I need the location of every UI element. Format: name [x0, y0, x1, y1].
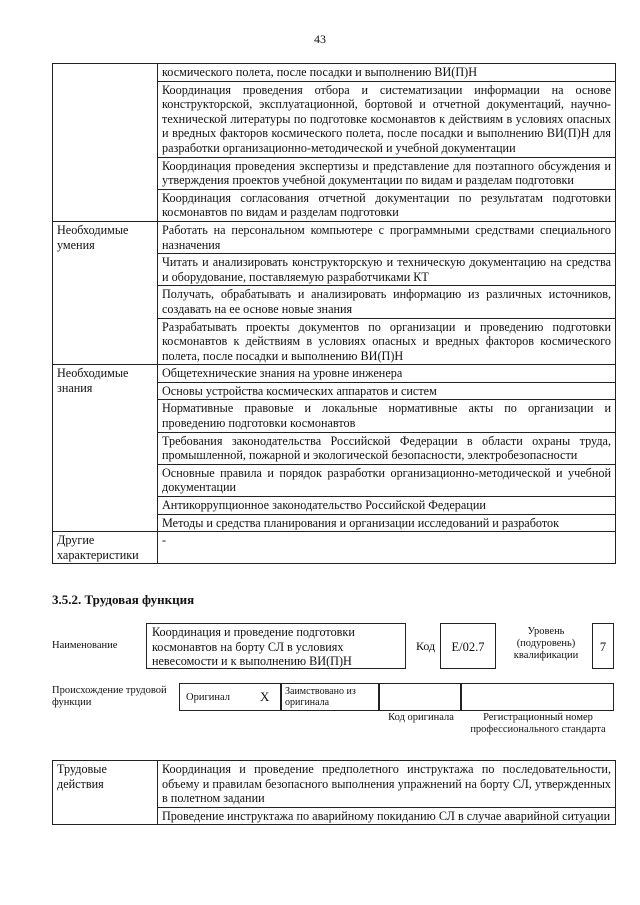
requirements-table	[52, 63, 616, 564]
original-label: Оригинал	[186, 692, 230, 703]
borrowed-label: Заимствовано из оригинала	[285, 686, 356, 708]
reg-number-box	[461, 683, 614, 711]
function-name: Координация и проведение подготовки космонавтов на борту СЛ в условиях невесомости и к выполнению ВИ(П)Н	[152, 625, 355, 669]
code-value: E/02.7	[451, 640, 485, 654]
code-label: Код	[416, 639, 436, 653]
labor-actions-table	[52, 760, 616, 825]
name-label: Наименование	[52, 640, 118, 651]
row-item: Требования законодательства Российской Федерации в области охраны труда, промышленной, пожарной и экологической безопасности, электробезопасности	[158, 432, 616, 464]
row-label: Другие характеристики	[53, 532, 158, 564]
row-item: Общетехнические знания на уровне инженера	[158, 365, 616, 383]
row-item: Координация и проведение предполетного инструктажа по последовательности, объему и правилам безопасного выполнения упражнений на борту СЛ, утвержденных в полетном задании	[158, 761, 616, 808]
original-box	[179, 683, 281, 711]
table-row	[53, 64, 616, 82]
row-item: Читать и анализировать конструкторскую и техническую документацию на средства и оборудование, поставляемую разработчиками КТ	[158, 254, 616, 286]
reg-number-label: Регистрационный номер профессионального стандарта	[470, 712, 606, 735]
borrowed-box	[281, 683, 379, 711]
code-original-label: Код оригинала	[388, 712, 454, 723]
row-item: Получать, обрабатывать и анализировать информацию из различных источников, создавать на ее основе новые знания	[158, 286, 616, 318]
row-item: Методы и средства планирования и организации исследований и разработок	[158, 514, 616, 532]
row-item: Координация проведения отбора и систематизации информации на основе конструкторской, эксплуатационной, бортовой и отчетной документаций, научно-технической литературы по подготовке космонавтов к действиям в условиях опасных и вредных факторов космического полета, после посадки и выполнению ВИ(П)Н для разработки организационно-методической и учебной документации	[158, 81, 616, 157]
row-label	[53, 64, 158, 222]
code-original-box	[379, 683, 461, 711]
original-mark: X	[260, 689, 270, 704]
row-label: Необходимые умения	[53, 221, 158, 364]
table-row	[53, 365, 616, 383]
row-item: Координация проведения экспертизы и представление для поэтапного обсуждения и утверждения проектов учебной документации по видам и разделам подготовки	[158, 157, 616, 189]
table-row	[53, 221, 616, 253]
row-label: Трудовые действия	[53, 761, 158, 825]
row-item: -	[158, 532, 616, 564]
level-box	[592, 623, 614, 669]
row-item: Нормативные правовые и локальные нормативные акты по организации и проведению подготовки космонавтов	[158, 400, 616, 432]
row-item: Работать на персональном компьютере с программными средствами специального назначения	[158, 221, 616, 253]
code-box	[440, 623, 496, 669]
table-row	[53, 532, 616, 564]
level-value: 7	[599, 640, 607, 654]
row-item: Координация согласования отчетной документации по результатам подготовки космонавтов по видам и разделам подготовки	[158, 189, 616, 221]
level-label: Уровень (подуровень) квалификации	[513, 626, 579, 661]
origin-label: Происхождение трудовой функции	[52, 685, 167, 708]
function-name-box	[146, 623, 406, 669]
row-item: Антикоррупционное законодательство Российской Федерации	[158, 497, 616, 515]
section-title: 3.5.2. Трудовая функция	[52, 592, 195, 607]
page-number: 43	[314, 32, 326, 46]
row-label: Необходимые знания	[53, 365, 158, 532]
row-item: Проведение инструктажа по аварийному покиданию СЛ в случае аварийной ситуации	[158, 807, 616, 825]
table-row	[53, 761, 616, 808]
row-item: космического полета, после посадки и выполнению ВИ(П)Н	[158, 64, 616, 82]
row-item: Разрабатывать проекты документов по организации и проведению подготовки космонавтов к действиям в условиях опасных и вредных факторов космического полета, после посадки и выполнению ВИ(П)Н	[158, 318, 616, 365]
row-item: Основы устройства космических аппаратов и систем	[158, 382, 616, 400]
row-item: Основные правила и порядок разработки организационно-методической и учебной документации	[158, 464, 616, 496]
